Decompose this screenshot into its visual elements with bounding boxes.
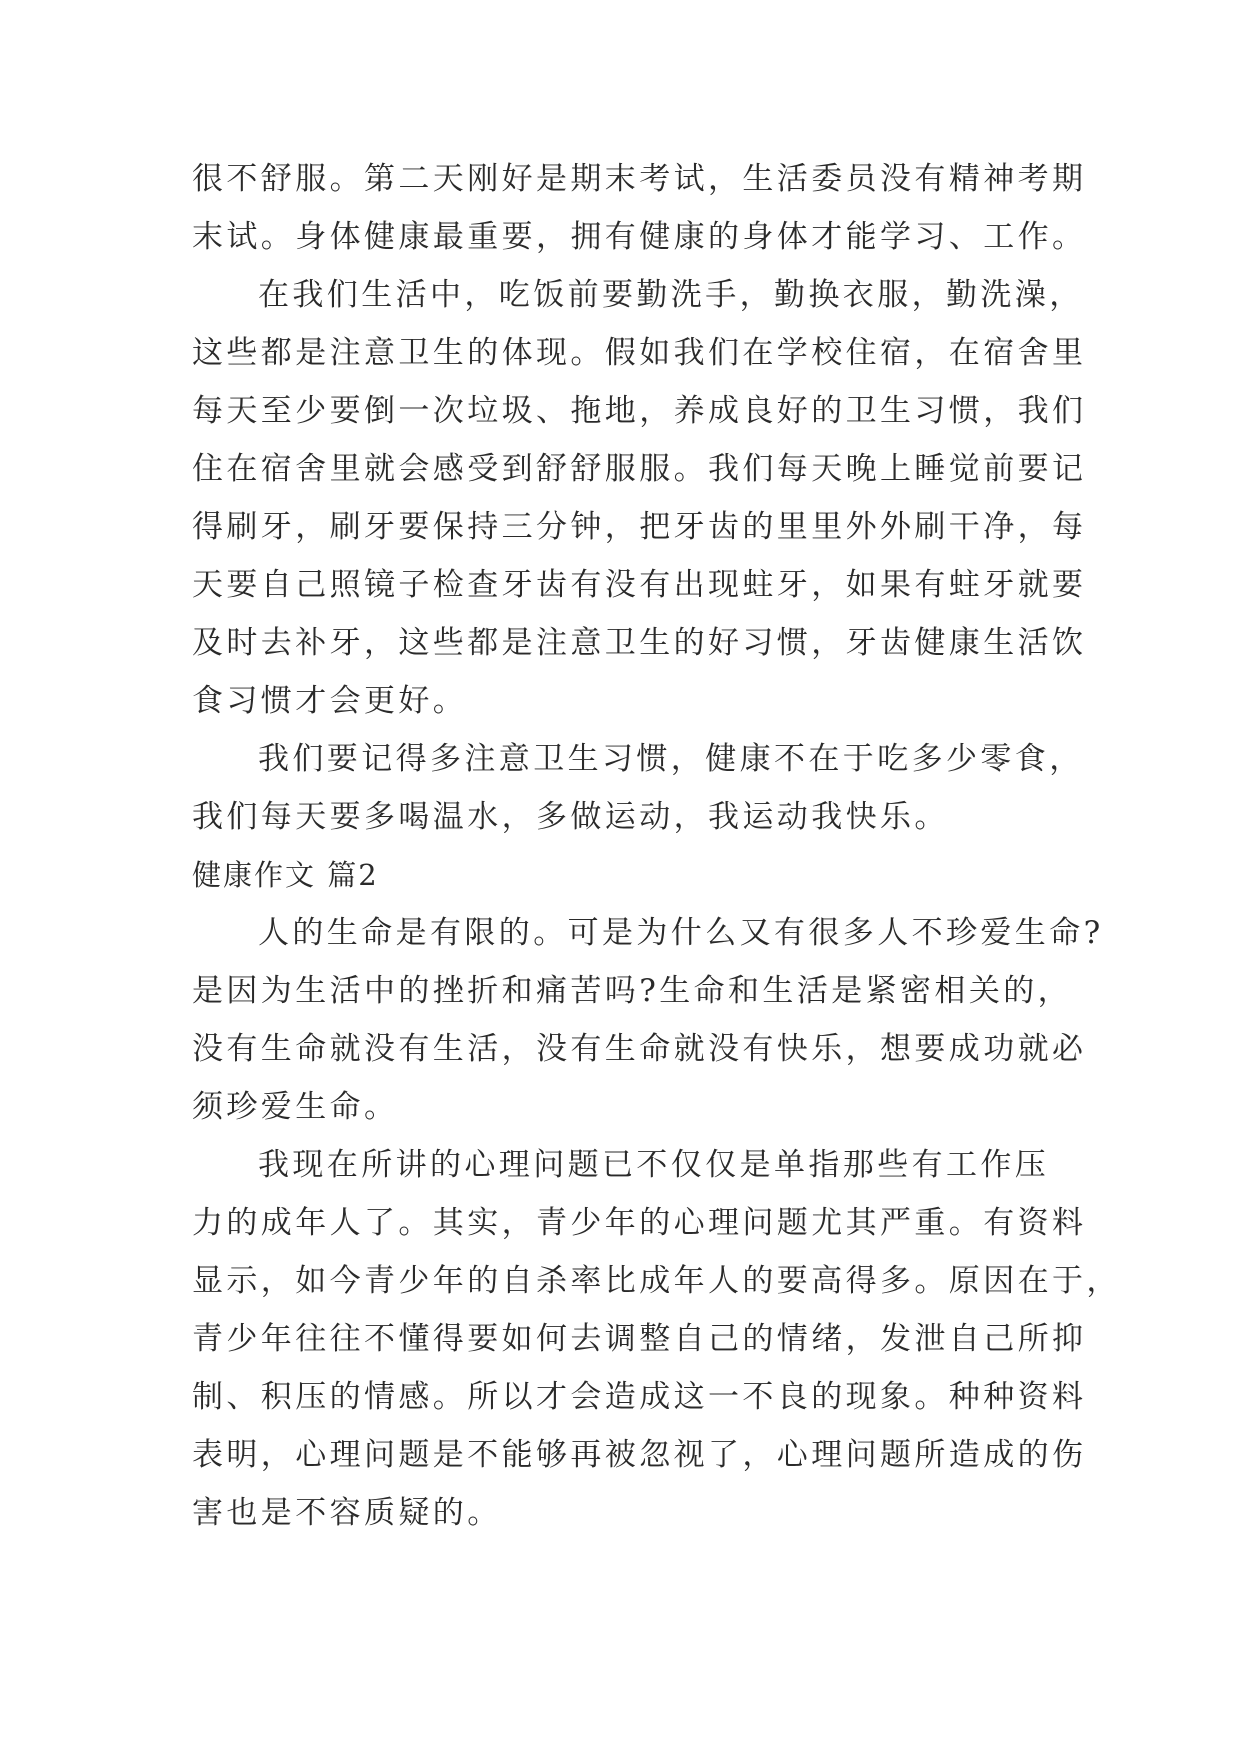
- text-line: 显示，如今青少年的自杀率比成年人的要高得多。原因在于，: [192, 1263, 1121, 1299]
- text-line: 须珍爱生命。: [192, 1089, 399, 1125]
- text-line: 害也是不容质疑的。: [192, 1495, 502, 1531]
- text-line: 末试。身体健康最重要，拥有健康的身体才能学习、工作。: [192, 219, 1087, 255]
- text-line: 制、积压的情感。所以才会造成这一不良的现象。种种资料: [192, 1379, 1087, 1415]
- text-line: 表明，心理问题是不能够再被忽视了，心理问题所造成的伤: [192, 1437, 1087, 1473]
- paragraph-first-line: 我们要记得多注意卫生习惯，健康不在于吃多少零食，: [258, 741, 1084, 777]
- text-line: 没有生命就没有生活，没有生命就没有快乐，想要成功就必: [192, 1031, 1087, 1067]
- paragraph-first-line: 我现在所讲的心理问题已不仅仅是单指那些有工作压: [258, 1147, 1050, 1183]
- text-line: 这些都是注意卫生的体现。假如我们在学校住宿，在宿舍里: [192, 335, 1087, 371]
- text-line: 每天至少要倒一次垃圾、拖地，养成良好的卫生习惯，我们: [192, 393, 1087, 429]
- text-line: 天要自己照镜子检查牙齿有没有出现蛀牙，如果有蛀牙就要: [192, 567, 1087, 603]
- text-line: 及时去补牙，这些都是注意卫生的好习惯，牙齿健康生活饮: [192, 625, 1087, 661]
- text-line: 很不舒服。第二天刚好是期末考试，生活委员没有精神考期: [192, 161, 1087, 197]
- text-line: 得刷牙，刷牙要保持三分钟，把牙齿的里里外外刷干净，每: [192, 509, 1087, 545]
- paragraph-first-line: 在我们生活中，吃饭前要勤洗手，勤换衣服，勤洗澡，: [258, 277, 1084, 313]
- text-line: 食习惯才会更好。: [192, 683, 468, 719]
- document-body: [192, 150, 1121, 1542]
- text-line: 力的成年人了。其实，青少年的心理问题尤其严重。有资料: [192, 1205, 1087, 1241]
- section-heading: 健康作文 篇2: [192, 858, 379, 892]
- text-line: 青少年往往不懂得要如何去调整自己的情绪，发泄自己所抑: [192, 1321, 1087, 1357]
- text-line: 我们每天要多喝温水，多做运动，我运动我快乐。: [192, 799, 949, 835]
- paragraph-first-line: 人的生命是有限的。可是为什么又有很多人不珍爱生命?: [258, 915, 1104, 951]
- text-line: 住在宿舍里就会感受到舒舒服服。我们每天晚上睡觉前要记: [192, 451, 1087, 487]
- text-line: 是因为生活中的挫折和痛苦吗?生命和生活是紧密相关的，: [192, 973, 1073, 1009]
